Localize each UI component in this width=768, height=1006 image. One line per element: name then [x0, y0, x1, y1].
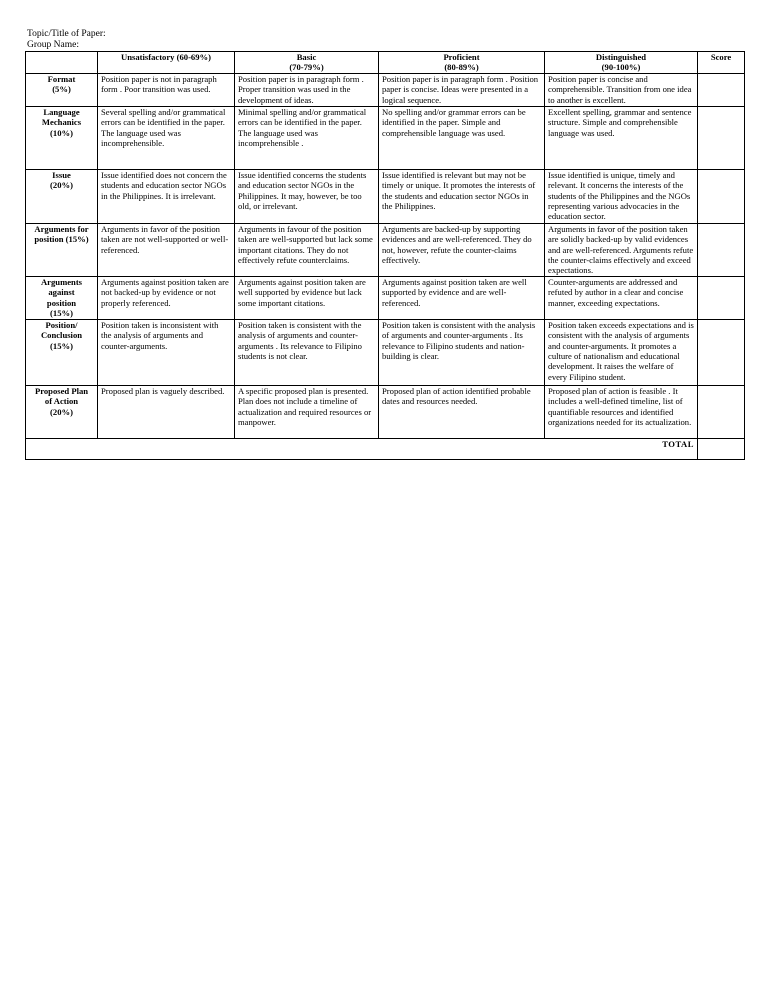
criterion-cell	[26, 319, 98, 385]
column-range: (90-100%)	[601, 62, 641, 73]
group-name-label: Group Name:	[27, 40, 79, 50]
rubric-header-row	[26, 52, 745, 74]
rubric-row-position-conclusion	[26, 319, 745, 385]
descriptor-cell: Issue identified is unique, timely and relevant. It concerns the interests of the students of the Philippines and the NGOs representing various advocacies in the education sector.	[545, 169, 698, 223]
descriptor-cell: Position paper is in paragraph form . Proper transition was used in the development of ideas.	[235, 73, 379, 106]
score-cell[interactable]	[698, 223, 745, 276]
criterion-label: against	[48, 287, 75, 298]
criterion-weight: (15%)	[50, 340, 73, 351]
descriptor-cell: Position paper is not in paragraph form . Poor transition was used.	[98, 73, 235, 106]
descriptor-cell: Position paper is in paragraph form . Position paper is concise. Ideas were presented in a logical sequence.	[379, 73, 545, 106]
criterion-label: Proposed Plan	[34, 385, 89, 396]
criterion-label: Format	[47, 73, 76, 84]
criterion-weight: (20%)	[50, 406, 73, 417]
descriptor-cell: Proposed plan of action is feasible . It includes a well-defined timeline, list of quantifiable resources and identified organizations needed for its actualization.	[545, 385, 698, 438]
descriptor-cell: Arguments in favor of the position taken are not well-supported or well-referenced.	[98, 223, 235, 276]
descriptor-cell: Arguments are backed-up by supporting evidences and are well-referenced. They do not, however, refute the counter-claims effectively.	[379, 223, 545, 276]
criterion-label: Issue	[52, 169, 71, 180]
criterion-header	[26, 52, 98, 74]
column-header-proficient	[379, 52, 545, 74]
criterion-weight: (5%)	[52, 84, 71, 95]
descriptor-cell: Position taken is consistent with the analysis of arguments and counter-arguments . Its relevance to Filipino students is not clear.	[235, 319, 379, 385]
descriptor-cell: A specific proposed plan is presented. Plan does not include a timeline of actualization and required resources or manpower.	[235, 385, 379, 438]
column-title: Proficient	[443, 52, 480, 62]
descriptor-cell: Arguments against position taken are well supported by evidence and are well-referenced.	[379, 276, 545, 319]
criterion-label: position	[46, 297, 77, 308]
descriptor-cell: Proposed plan of action identified probable dates and resources needed.	[379, 385, 545, 438]
criterion-label: Conclusion	[40, 330, 83, 341]
criterion-label: Language	[43, 106, 80, 117]
score-cell[interactable]	[698, 276, 745, 319]
descriptor-cell: Issue identified concerns the students and education sector NGOs in the Philippines. It may, however, be too old, or irrelevant.	[235, 169, 379, 223]
column-header-basic	[235, 52, 379, 74]
descriptor-cell: Position paper is concise and comprehensible. Transition from one idea to another is excellent.	[545, 73, 698, 106]
rubric-table	[25, 51, 745, 460]
criterion-cell	[26, 223, 98, 276]
criterion-label: Position/	[45, 319, 78, 330]
total-label: TOTAL	[26, 438, 698, 459]
descriptor-cell: Arguments against position taken are well supported by evidence but lack some important citations.	[235, 276, 379, 319]
column-title: Unsatisfactory (60-69%)	[121, 52, 211, 62]
column-header-score	[698, 52, 745, 74]
rubric-row-format	[26, 73, 745, 106]
criterion-weight: position (15%)	[34, 234, 89, 245]
score-cell[interactable]	[698, 106, 745, 169]
column-range: (80-89%)	[444, 62, 479, 73]
column-header-unsatisfactory	[98, 52, 235, 74]
column-title: Score	[710, 52, 732, 62]
column-header-distinguished	[545, 52, 698, 74]
topic-label: Topic/Title of Paper:	[27, 29, 106, 39]
descriptor-cell: Arguments in favour of the position taken are well-supported but lack some important citations. They do not effectively refute counterclaims.	[235, 223, 379, 276]
document-header	[27, 29, 106, 51]
rubric-row-plan-of-action	[26, 385, 745, 438]
criterion-weight: (10%)	[50, 127, 73, 138]
descriptor-cell: Position taken is inconsistent with the analysis of arguments and counter-arguments.	[98, 319, 235, 385]
criterion-weight: (20%)	[50, 180, 73, 191]
criterion-cell	[26, 385, 98, 438]
descriptor-cell: Arguments in favor of the position taken are solidly backed-up by valid evidences and are well-referenced. Arguments refute the counter-claims effectively and exceed expectations.	[545, 223, 698, 276]
descriptor-cell: No spelling and/or grammar errors can be identified in the paper. Simple and comprehensible language was used.	[379, 106, 545, 169]
rubric-total-row	[26, 438, 745, 459]
criterion-cell	[26, 276, 98, 319]
descriptor-cell: Minimal spelling and/or grammatical errors can be identified in the paper. The language used was incomprehensible .	[235, 106, 379, 169]
descriptor-cell: Issue identified does not concern the students and education sector NGOs in the Philippines. It is irrelevant.	[98, 169, 235, 223]
descriptor-cell: Several spelling and/or grammatical errors can be identified in the paper. The language used was incomprehensible.	[98, 106, 235, 169]
descriptor-cell: Issue identified is relevant but may not be timely or unique. It promotes the interests of the students and education sector NGOs in the Philippines.	[379, 169, 545, 223]
criterion-weight: (15%)	[50, 308, 73, 319]
criterion-cell	[26, 106, 98, 169]
descriptor-cell: Arguments against position taken are not backed-up by evidence or not properly referenced.	[98, 276, 235, 319]
rubric-row-arguments-against	[26, 276, 745, 319]
total-score-cell[interactable]	[698, 438, 745, 459]
descriptor-cell: Counter-arguments are addressed and refuted by author in a clear and concise manner, exceeding expectations.	[545, 276, 698, 319]
descriptor-cell: Position taken exceeds expectations and is consistent with the analysis of arguments and counter-arguments. It promotes a culture of nationalism and educational development. It raises the welfare of every Filipino student.	[545, 319, 698, 385]
descriptor-cell: Proposed plan is vaguely described.	[98, 385, 235, 438]
criterion-cell	[26, 169, 98, 223]
score-cell[interactable]	[698, 169, 745, 223]
column-title: Distinguished	[595, 52, 647, 62]
column-range: (70-79%)	[289, 62, 324, 73]
descriptor-cell: Position taken is consistent with the analysis of arguments and counter-arguments . Its relevance to Filipino students and nation-building is clear.	[379, 319, 545, 385]
criterion-label: of Action	[44, 396, 79, 407]
rubric-row-language-mechanics	[26, 106, 745, 169]
criterion-label: Mechanics	[41, 117, 82, 128]
score-cell[interactable]	[698, 319, 745, 385]
criterion-cell	[26, 73, 98, 106]
criterion-label: Arguments	[40, 276, 83, 287]
score-cell[interactable]	[698, 73, 745, 106]
criterion-label: Arguments for	[34, 223, 89, 234]
column-title: Basic	[296, 52, 317, 62]
rubric-row-issue	[26, 169, 745, 223]
descriptor-cell: Excellent spelling, grammar and sentence structure. Simple and comprehensible language was used.	[545, 106, 698, 169]
rubric-row-arguments-for	[26, 223, 745, 276]
score-cell[interactable]	[698, 385, 745, 438]
